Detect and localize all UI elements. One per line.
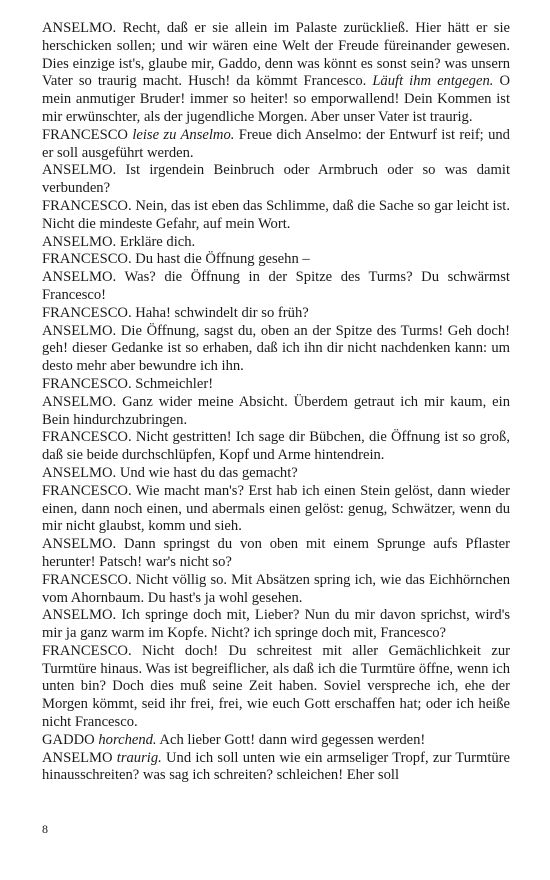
dialogue-text: O mein anmutiger Bruder! immer so heiter! so emporwallend! Dein Kommen ist mir erwünschter, als der jugendliche Morgen. Aber unser Vater ist traurig. bbox=[42, 73, 510, 125]
dialogue-paragraph bbox=[42, 127, 510, 163]
dialogue-text: FRANCESCO. Nicht völlig so. Mit Absätzen spring ich, wie das Eichhörnchen vom Ahornbaum. Du hast's ja wohl gesehen. bbox=[42, 571, 510, 606]
document-body bbox=[42, 20, 510, 785]
dialogue-paragraph bbox=[42, 750, 510, 786]
dialogue-text: Freue dich Anselmo: der Entwurf ist reif; und er soll ausgeführt werden. bbox=[42, 126, 510, 161]
dialogue-text: ANSELMO. Was? die Öffnung in der Spitze des Turms? Du schwärmst Francesco! bbox=[42, 269, 510, 303]
dialogue-text: FRANCESCO. Nein, das ist eben das Schlimme, daß die Sache so gar leicht ist. Nicht die mindeste Gefahr, auf mein Wort. bbox=[42, 197, 510, 232]
dialogue-paragraph bbox=[42, 198, 510, 234]
dialogue-text: Ach lieber Gott! dann wird gegessen werden! bbox=[156, 731, 426, 748]
dialogue-paragraph bbox=[42, 429, 510, 465]
dialogue-paragraph bbox=[42, 305, 510, 323]
dialogue-text: FRANCESCO. Schmeichler! bbox=[42, 375, 214, 392]
dialogue-paragraph bbox=[42, 732, 510, 750]
dialogue-paragraph bbox=[42, 20, 510, 127]
page-number: 8 bbox=[42, 822, 48, 836]
dialogue-text: ANSELMO. Dann springst du von oben mit einem Sprunge aufs Pflaster herunter! Patsch! war's nicht so? bbox=[42, 536, 510, 570]
dialogue-paragraph bbox=[42, 536, 510, 572]
dialogue-text: ANSELMO. Ich springe doch mit, Lieber? Nun du mir davon sprichst, wird's mir ja ganz warm im Kopfe. Nicht? ich springe doch mit, Francesco? bbox=[42, 607, 510, 642]
dialogue-text: Und ich soll unten wie ein armseliger Tropf, zur Turmtüre hinausschreiten? was sag ich schreiten? schleichen! Eher soll bbox=[42, 749, 511, 784]
dialogue-text: ANSELMO. Und wie hast du das gemacht? bbox=[42, 464, 298, 481]
dialogue-text: FRANCESCO. Nicht doch! Du schreitest mit aller Gemächlichkeit zur Turmtüre hinaus. Was ist begreiflicher, als daß ich die Turmtüre öffne, wenn ich unten bin? Doch dies muß seine Zeit haben. Soviel verspreche ich, ehe der Morgen kömmt, seid ihr frei, frei, wie euch Gott erschaffen hat; oder ich heiße nicht Francesco. bbox=[42, 642, 510, 731]
dialogue-paragraph bbox=[42, 162, 510, 198]
dialogue-paragraph bbox=[42, 483, 510, 536]
dialogue-text: FRANCESCO. Nicht gestritten! Ich sage dir Bübchen, die Öffnung ist so groß, daß sie beide durchschlüpfen, Kopf und Arme hintendrein. bbox=[42, 429, 510, 464]
stage-direction: traurig. bbox=[116, 749, 162, 766]
dialogue-paragraph bbox=[42, 234, 510, 252]
dialogue-paragraph bbox=[42, 251, 510, 269]
dialogue-text: ANSELMO bbox=[42, 749, 117, 766]
dialogue-paragraph bbox=[42, 376, 510, 394]
dialogue-text: GADDO bbox=[42, 731, 99, 748]
dialogue-text: ANSELMO. Ist irgendein Beinbruch oder Armbruch oder so was damit verbunden? bbox=[42, 162, 510, 197]
stage-direction: leise zu Anselmo. bbox=[132, 126, 235, 143]
stage-direction: horchend. bbox=[98, 731, 157, 748]
dialogue-text: ANSELMO. Die Öffnung, sagst du, oben an der Spitze des Turms! Geh doch! geh! dieser Gedanke ist so erhaben, daß ich ihn dir nicht nachdenken kann: um desto mehr aber bewundre ich ihn. bbox=[42, 322, 510, 375]
dialogue-text: ANSELMO. Recht, daß er sie allein im Palaste zurückließ. Hier hätt er sie herschicken sollen; und wir wären eine Welt der Freude füreinander gewesen. Dies einzige ist's, glaube mir, Gaddo, denn was könnt es sonst sein? was unsern Vater so traurig macht. Husch! da kömmt Francesco. bbox=[42, 20, 510, 90]
dialogue-paragraph bbox=[42, 394, 510, 430]
dialogue-text: ANSELMO. Erkläre dich. bbox=[42, 233, 196, 250]
dialogue-paragraph bbox=[42, 572, 510, 608]
dialogue-text: FRANCESCO. Du hast die Öffnung gesehn – bbox=[42, 251, 310, 268]
dialogue-text: FRANCESCO bbox=[42, 126, 133, 143]
dialogue-paragraph bbox=[42, 607, 510, 643]
dialogue-text: ANSELMO. Ganz wider meine Absicht. Überdem getraut ich mir kaum, ein Bein hindurchzubringen. bbox=[42, 393, 510, 428]
dialogue-paragraph bbox=[42, 643, 510, 732]
dialogue-paragraph bbox=[42, 269, 510, 305]
stage-direction: Läuft ihm entgegen. bbox=[372, 73, 494, 90]
dialogue-text: FRANCESCO. Haha! schwindelt dir so früh? bbox=[42, 304, 309, 321]
dialogue-paragraph bbox=[42, 465, 510, 483]
dialogue-paragraph bbox=[42, 323, 510, 376]
dialogue-text: FRANCESCO. Wie macht man's? Erst hab ich einen Stein gelöst, dann wieder einen, dann noch einen, und abermals einen gelöst: genug, Schwätzer, wenn du mir nicht glaubst, komm und sieh. bbox=[42, 482, 510, 535]
